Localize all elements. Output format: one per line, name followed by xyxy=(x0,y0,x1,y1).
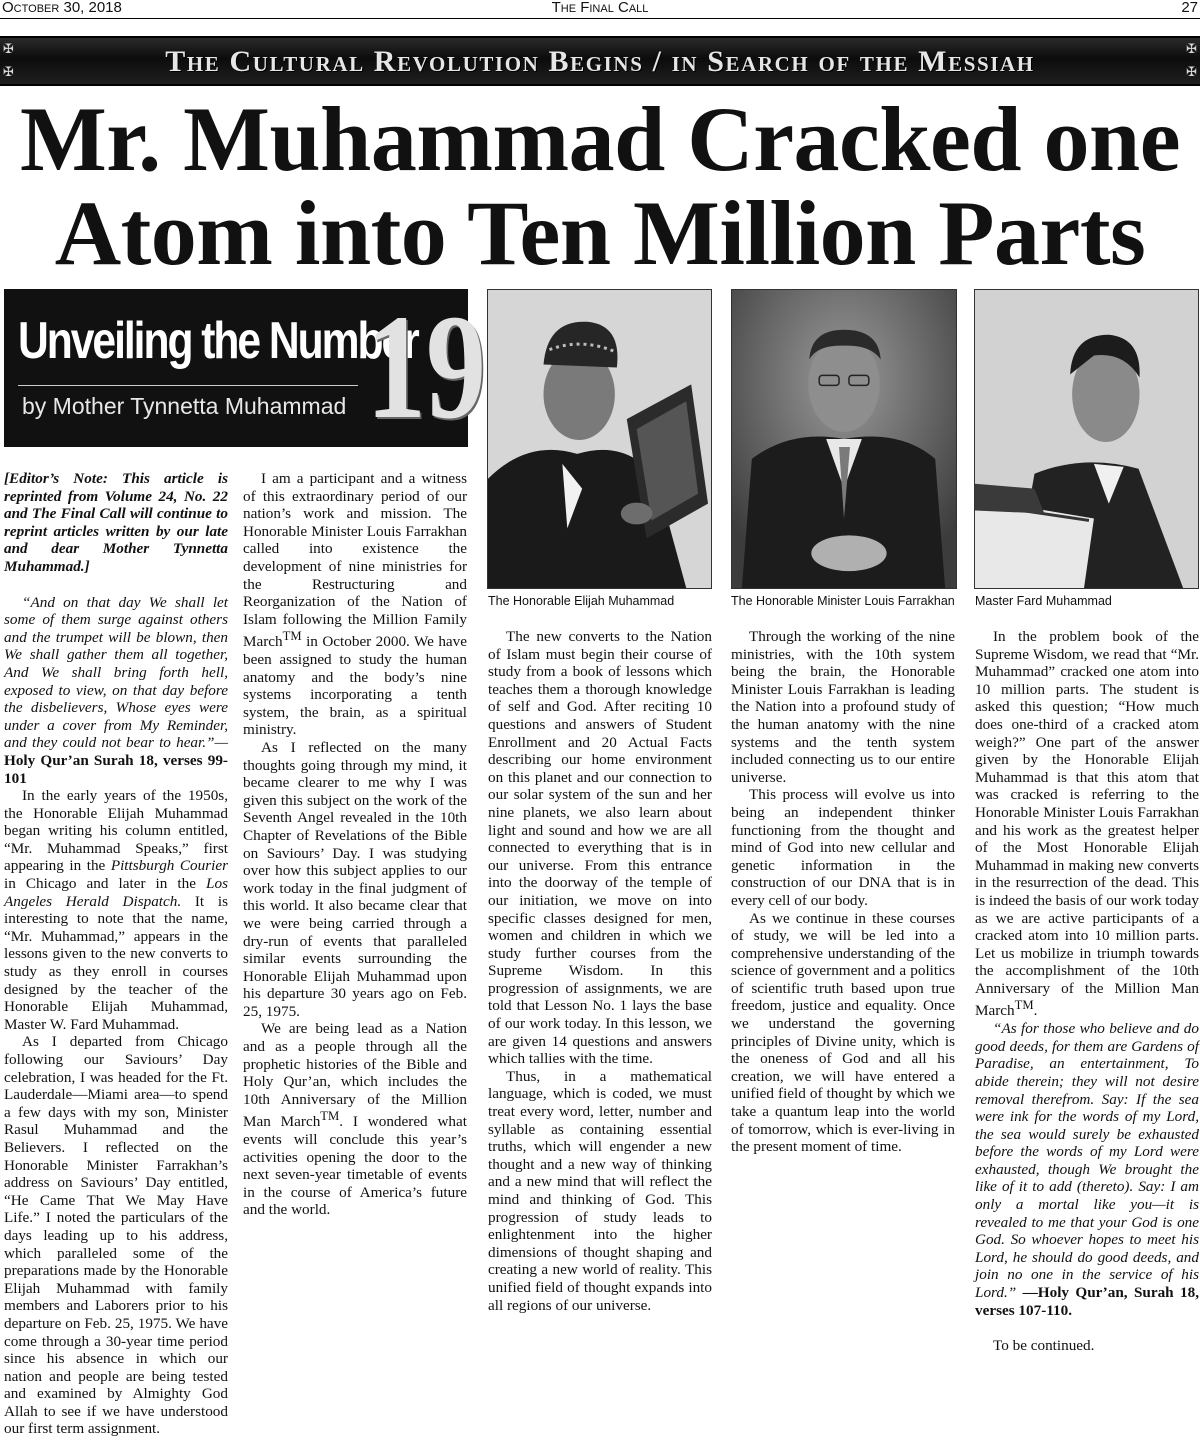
paragraph-text: In the problem book of the Supreme Wisdom, we read that “Mr. Muhammad” cracked one atom into 10 million parts. The student is asked this question; “How much does one-third of a cracked atom weigh?” One part of the answer given by the Honorable Elijah Muhammad is that this atom that was cracked is referring to the Honorable Minister Louis Farrakhan and his work as the greatest helper of the Most Honorable Elijah Muhammad in making new converts in the resurrection of the dead. This is indeed the basis of our work today as we are active participants of a cracked atom into 10 million parts. Let us mobilize in triumph towards the accomplishment of the 10th Anniversary of the Million Man March xyxy=(975,628,1199,1020)
paragraph-text: in Chicago and later in the xyxy=(4,875,207,893)
logo-divider xyxy=(18,385,358,386)
article-paragraph xyxy=(975,628,1199,1020)
paragraph-text: The new converts to the Nation of Islam must begin their course of study from a book of lessons which teaches them a thorough knowledge of self and God. After reciting 10 questions and answers of Student Enrollment and 20 Actual Facts describing our home environment on this planet and our connection to our solar system of the sun and her nine planets, we also learn about light and sound and how we are all connected to everything that is in our universe. From this entrance into the doorway of the temple of our initiation, we move on into specific classes designed for men, women and children in which we study further courses from the Supreme Wisdom. In this progression of assignments, we are told that Lesson No. 1 lays the base of our work today. In this lesson, we are given 14 questions and answers which tallies with the time. xyxy=(488,628,712,1068)
trademark: TM xyxy=(1014,998,1034,1013)
publication-name: Los Angeles Herald Dispatch. xyxy=(4,875,228,910)
paragraph-text: As I reflected on the many thoughts going through my mind, it became clearer to me why I was given this subject on the work of the Seventh Angel revealed in the 10th Chapter of Revelations of the Bible on Saviours’ Day. I was studying over how this subject applies to our work today in the final judgment of this world. It also became clear that we were being carried through a dry-run of events that paralleled similar events surrounding the Honorable Elijah Muhammad upon his departure 30 years ago on Feb. 25, 1975. xyxy=(243,738,467,1020)
closing-quote xyxy=(975,1020,1199,1319)
article-column-2 xyxy=(243,470,467,1298)
page-number: 27 xyxy=(1181,0,1198,16)
newspaper-name: The Final Call xyxy=(551,0,649,16)
paragraph-text: Through the working of the nine ministries, with the 10th system being the brain, the Honorable Minister Louis Farrakhan is leading the Nation into a profound study of the human anatomy with the nine systems and the tenth system included connecting us to our entire universe. xyxy=(731,628,955,786)
banner-text: The Cultural Revolution Begins / in Search of the Messiah xyxy=(165,45,1035,78)
article-paragraph xyxy=(731,910,955,1156)
photo-fard-muhammad xyxy=(974,289,1199,589)
photo-caption: The Honorable Minister Louis Farrakhan xyxy=(731,594,955,608)
column-number: 19 xyxy=(366,284,486,450)
article-paragraph xyxy=(488,1068,712,1314)
article-column-3 xyxy=(488,628,712,1314)
opening-quote xyxy=(4,594,228,788)
quote-source: Holy Qur’an Surah 18, verses 99-101 xyxy=(4,751,228,787)
paragraph-text: Thus, in a mathematical language, which is coded, we must treat every word, letter, number and syllable as containing essential truths, which will engender a new thought and a new way of thinking and a new mind that will reflect the mind and thinking of God. This progression of study leads to enlightenment into the higher dimensions of thought shaping and creating a new world of reality. This unified field of thought expands into all regions of our universe. xyxy=(488,1067,712,1314)
paragraph-text: As we continue in these courses of study, we will be led into a comprehensive understanding of the science of government and a politics of scientific truth based upon true freedom, justice and equality. Once we understand the governing principles of Divine unity, which is the oneness of God and all his creation, we will have entered a unified field of thought by which we take a quantum leap into the world of tomorrow, which is ever-living in the present moment of time. xyxy=(731,909,955,1156)
column-title: Unveiling the Number xyxy=(18,312,418,370)
paragraph-text: in October 2000. We have been assigned to study the human anatomy and the body’s nine systems incorporating a tenth system, the brain, as a spiritual ministry. xyxy=(243,633,467,739)
ornament-icon: ✠ xyxy=(3,65,14,80)
photo-caption: The Honorable Elijah Muhammad xyxy=(488,594,675,608)
photo-caption: Master Fard Muhammad xyxy=(975,594,1112,608)
paragraph-text: In the early years of the 1950s, the Honorable Elijah Muhammad began writing his column entitled, “Mr. Muhammad Speaks,” first appearing in the xyxy=(4,787,228,875)
section-banner xyxy=(0,36,1200,86)
article-paragraph: As I departed from Chicago following our Saviours’ Day celebration, I was headed for the Ft. Lauderdale—Miami area—to spend a few days with my son, Minister Rasul Muhammad and the Believers. I reflected on the Honorable Minister Farrakhan’s address on Saviours’ Day entitled, “He Came That We May Have Life.” I noted the particulars of the days leading up to his address, which paralleled some of the preparations made by the Honorable Elijah Muhammad with family members and Laborers prior to his departure on Feb. 25, 1975. We have come through a 30-year time period since his absence in which our nation and people are being tested and examined by Almighty God Allah to see if we have understood our first term assignment. xyxy=(4,1033,228,1438)
article-paragraph xyxy=(731,786,955,909)
article-column-5 xyxy=(975,628,1199,1355)
paragraph-text: We are being lead as a Nation and as a people through all the prophetic histories of the Bible and Holy Qur’an, which includes the 10th Anniversary of the Million Man March xyxy=(243,1020,467,1131)
paragraph-text: . I wondered what events will conclude this year’s activities opening the door to the next seven-year timetable of events in the course of America’s future and the world. xyxy=(243,1113,467,1219)
article-paragraph xyxy=(243,470,467,739)
paragraph-text: . xyxy=(1033,1002,1038,1020)
publication-name: Pittsburgh Courier xyxy=(110,857,228,875)
quote-source: —Holy Qur’an, Surah 18, verses 107-110. xyxy=(975,1284,1199,1319)
column-byline: by Mother Tynnetta Muhammad xyxy=(22,393,347,419)
ornament-icon: ✠ xyxy=(1186,65,1197,80)
ornament-icon: ✠ xyxy=(1186,42,1197,57)
headline xyxy=(0,88,1200,284)
editors-note: [Editor’s Note: This article is reprinted from Volume 24, No. 22 and The Final Call will continue to reprint articles written by our late and dear Mother Tynnetta Muhammad.] xyxy=(4,470,228,575)
article-paragraph xyxy=(488,628,712,1068)
article-paragraph xyxy=(243,739,467,1021)
trademark: TM xyxy=(282,629,302,644)
portrait-illustration xyxy=(488,290,711,588)
photo-louis-farrakhan xyxy=(731,289,957,589)
paragraph-text: I am a participant and a witness of this extraordinary period of our nation’s work and mission. The Honorable Minister Louis Farrakhan called into existence the development of nine ministries for the Restructuring and Reorganization of the Nation of Islam following the Million Family March xyxy=(243,470,467,651)
article-paragraph xyxy=(4,787,228,1033)
continued-note: To be continued. xyxy=(993,1337,1095,1355)
paragraph-text: It is interesting to note that the name, “Mr. Muhammad,” appears in the lessons given to the new converts to study as they enroll in courses designed by the teacher of the Honorable Elijah Muhammad, Master W. Fard Muhammad. xyxy=(4,892,228,1033)
issue-date: October 30, 2018 xyxy=(2,0,122,16)
ornament-icon: ✠ xyxy=(3,42,14,57)
trademark: TM xyxy=(320,1109,340,1124)
headline-line-1: Mr. Muhammad Cracked one xyxy=(19,88,1181,190)
article-column-1 xyxy=(4,470,228,1438)
portrait-illustration xyxy=(732,290,956,588)
quote-text: “And on that day We shall let some of them surge against others and the trumpet will be blown, then We shall gather them all together, And We shall bring forth hell, exposed to view, on that day before the disbelievers, Whose eyes were under a cover from My Reminder, and they could not bear to hear.”— xyxy=(4,593,228,752)
article-paragraph xyxy=(731,628,955,786)
portrait-illustration xyxy=(975,290,1198,588)
headline-line-2: Atom into Ten Million Parts xyxy=(54,182,1146,284)
paragraph-text: This process will evolve us into being an independent thinker functioning from the thought and mind of God into new cellular and genetic information in the construction of our DNA that is in every cell of our body. xyxy=(731,786,955,909)
article-column-4 xyxy=(731,628,955,1298)
column-logo xyxy=(4,284,486,450)
page-folio xyxy=(0,0,1200,19)
quote-text: “As for those who believe and do good deeds, for them are Gardens of Paradise, an entertainment, To abide therein; they will not desire removal therefrom. Say: If the sea were ink for the words of my Lord, the sea would surely be exhausted before the words of my Lord were exhausted, though We brought the like of it to add (thereto). Say: I am only a mortal like you—it is revealed to me that your God is one God. So whoever hopes to meet his Lord, he should do good deeds, and join no one in the service of his Lord.” xyxy=(975,1020,1199,1302)
photo-elijah-muhammad xyxy=(487,289,712,589)
article-paragraph xyxy=(243,1020,467,1219)
